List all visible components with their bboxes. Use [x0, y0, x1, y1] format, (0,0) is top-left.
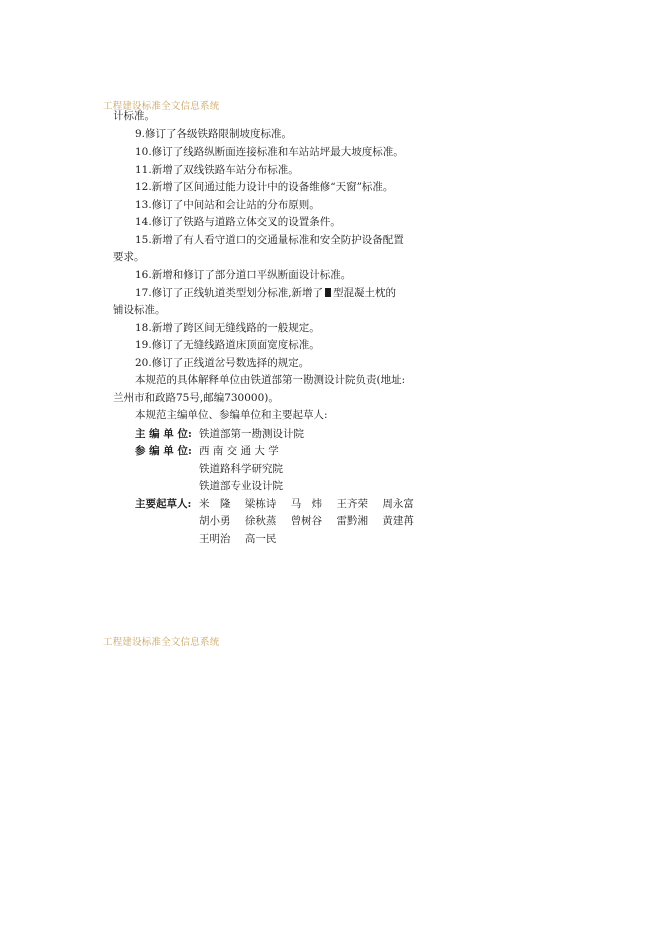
list-item-15: 15.新增了有人看守道口的交通量标准和安全防护设备配置	[135, 234, 404, 246]
list-item-17-text-b: 型混凝土枕的	[333, 287, 397, 299]
drafters-label: 主要起草人:	[135, 498, 192, 510]
drafters-row	[199, 513, 425, 528]
list-item-11: 11.新增了双线铁路车站分布标准。	[135, 164, 299, 176]
list-item-12: 12.新增了区间通过能力设计中的设备维修“天窗”标准。	[135, 181, 394, 193]
drafter-name: 王明治	[199, 533, 231, 545]
drafter-name: 米 隆	[199, 498, 231, 510]
list-item-16: 16.新增和修订了部分道口平纵断面设计标准。	[135, 269, 352, 281]
list-item-17-text-a: 17.修订了正线轨道类型划分标准,新增了	[135, 287, 324, 299]
interpretation-text-cont: 兰州市和政路75号,邮编730000)。	[113, 392, 279, 404]
list-item-9: 9.修订了各级铁路限制坡度标准。	[135, 128, 293, 140]
drafter-name: 高一民	[244, 533, 277, 545]
units-intro: 本规范主编单位、参编单位和主要起草人:	[135, 409, 328, 421]
drafter-name: 雷黔湘	[336, 515, 369, 527]
drafters-row	[199, 531, 287, 546]
sleeper-type-glyph-icon	[325, 288, 331, 297]
drafter-name: 马 炜	[290, 498, 323, 510]
interpretation-text: 本规范的具体解释单位由铁道部第一勘测设计院负责(地址:	[135, 374, 406, 386]
list-item-15-cont: 要求。	[113, 251, 145, 263]
list-item-14: 14.修订了铁路与道路立体交叉的设置条件。	[135, 216, 341, 228]
participating-unit: 西 南 交 通 大 学	[199, 445, 279, 457]
list-item-17	[135, 286, 396, 300]
drafter-name: 胡小勇	[199, 515, 231, 527]
watermark-footer: 工程建设标准全文信息系统	[103, 637, 220, 648]
text-line: 计标准。	[113, 110, 155, 122]
list-item-18: 18.新增了跨区间无缝线路的一般规定。	[135, 322, 320, 334]
list-item-10: 10.修订了线路纵断面连接标准和车站站坪最大坡度标准。	[135, 146, 404, 158]
participating-unit: 铁道路科学研究院	[199, 463, 283, 475]
list-item-19: 19.修订了无缝线路道床顶面宽度标准。	[135, 339, 320, 351]
drafter-name: 曾树谷	[290, 515, 323, 527]
list-item-13: 13.修订了中间站和会让站的分布原则。	[135, 199, 320, 211]
participating-units-label: 参 编 单 位:	[135, 445, 192, 457]
list-item-17-cont: 铺设标准。	[113, 304, 166, 316]
drafters-row	[199, 496, 425, 511]
drafter-name: 王齐荣	[336, 498, 369, 510]
watermark-header: 工程建设标准全文信息系统	[103, 101, 220, 112]
drafter-name: 黄建苒	[382, 515, 414, 527]
drafter-name: 徐秋蒸	[244, 515, 277, 527]
chief-unit-label: 主 编 单 位:	[135, 428, 192, 440]
chief-unit-value: 铁道部第一勘测设计院	[199, 428, 304, 440]
drafter-name: 周永富	[382, 498, 414, 510]
drafter-name: 梁栋诗	[244, 498, 277, 510]
participating-unit: 铁道部专业设计院	[199, 480, 283, 492]
list-item-20: 20.修订了正线道岔号数选择的规定。	[135, 357, 310, 369]
